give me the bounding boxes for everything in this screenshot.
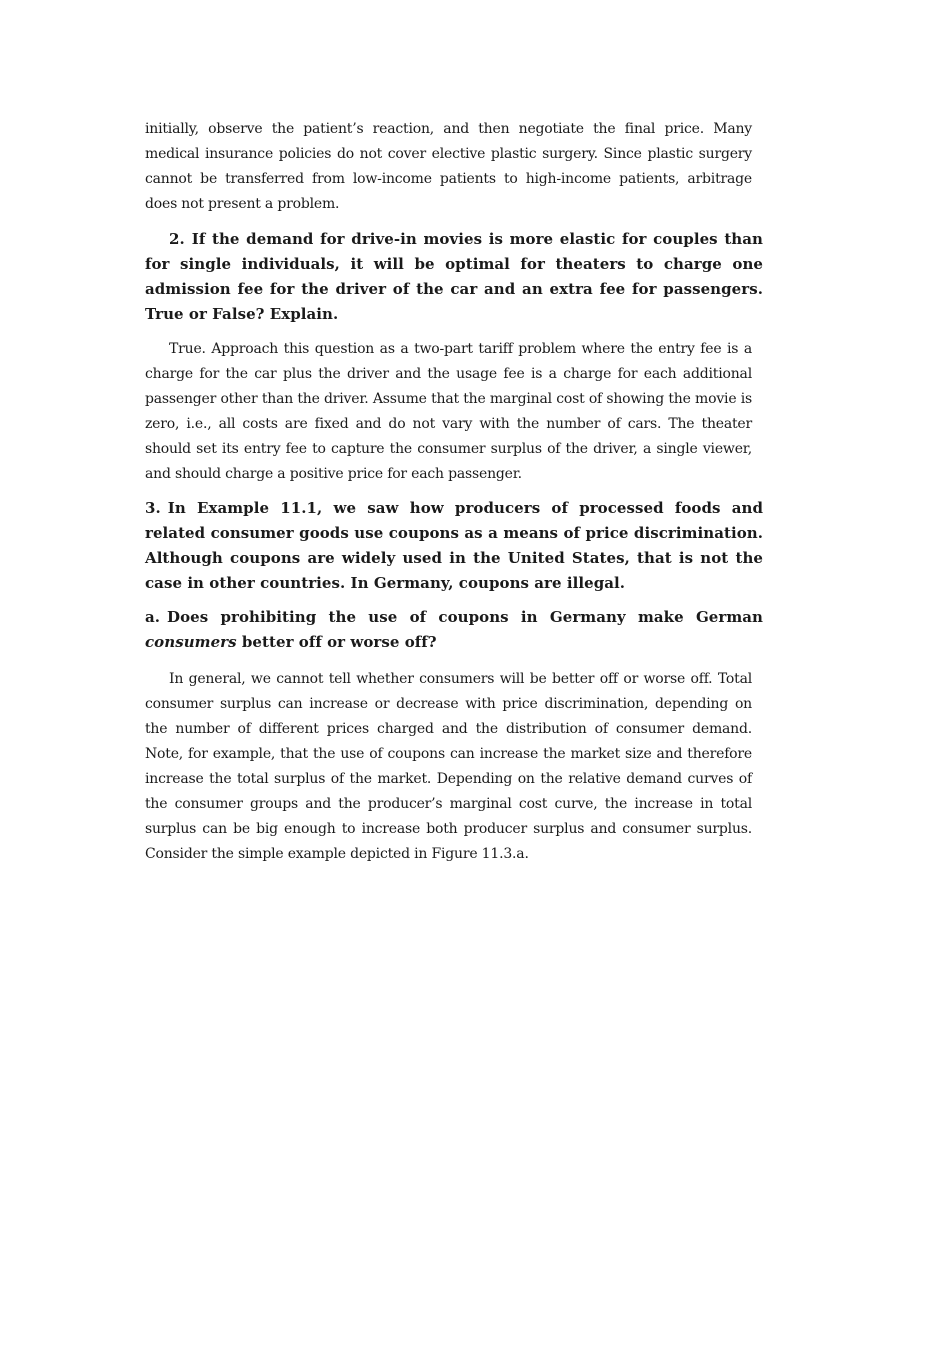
question-3a-text-after: better off or worse off? [241,633,437,651]
question-3-number: 3. [145,499,161,517]
paragraph-continuation: initially, observe the patient’s reaction, and then negotiate the final price. Many medical insurance policies do not cover elective plastic surgery. Since plastic surgery cannot be transferred from low-income patients to high-income patients, arbitrage does not present a problem. [145,121,752,212]
question-3a [145,605,763,655]
question-3-text: In Example 11.1, we saw how producers of processed foods and related consumer goods use coupons as a means of price discrimination. Although coupons are widely used in the United States, that is not the case in other countries. In Germany, coupons are illegal. [145,499,763,592]
question-2 [145,227,763,327]
question-3a-text-before: Does prohibiting the use of coupons in Germany make German [167,608,763,626]
answer-2: True. Approach this question as a two-part tariff problem where the entry fee is a charge for the car plus the driver and the usage fee is a charge for each additional passenger other than the driver. Assume that the marginal cost of showing the movie is zero, i.e., all costs are fixed and do not vary with the number of cars. The theater should set its entry fee to capture the consumer surplus of the driver, a single viewer, and should charge a positive price for each passenger. [145,341,752,482]
page-content [145,117,763,867]
question-2-number: 2. [169,230,185,248]
answer-3a: In general, we cannot tell whether consumers will be better off or worse off. Total consumer surplus can increase or decrease with price discrimination, depending on the number of different prices charged and the distribution of consumer demand. Note, for example, that the use of coupons can increase the market size and therefore increase the total surplus of the market. Depending on the relative demand curves of the consumer groups and the producer’s marginal cost curve, the increase in total surplus can be big enough to increase both producer surplus and consumer surplus. Consider the simple example depicted in Figure 11.3.a. [145,671,752,862]
question-3a-label: a. [145,608,161,626]
question-3a-emphasis: consumers [145,633,237,651]
question-3 [145,496,763,596]
question-2-text: If the demand for drive-in movies is more elastic for couples than for single individuals, it will be optimal for theaters to charge one admission fee for the driver of the car and an extra fee for passengers. True or False? Explain. [145,230,763,323]
